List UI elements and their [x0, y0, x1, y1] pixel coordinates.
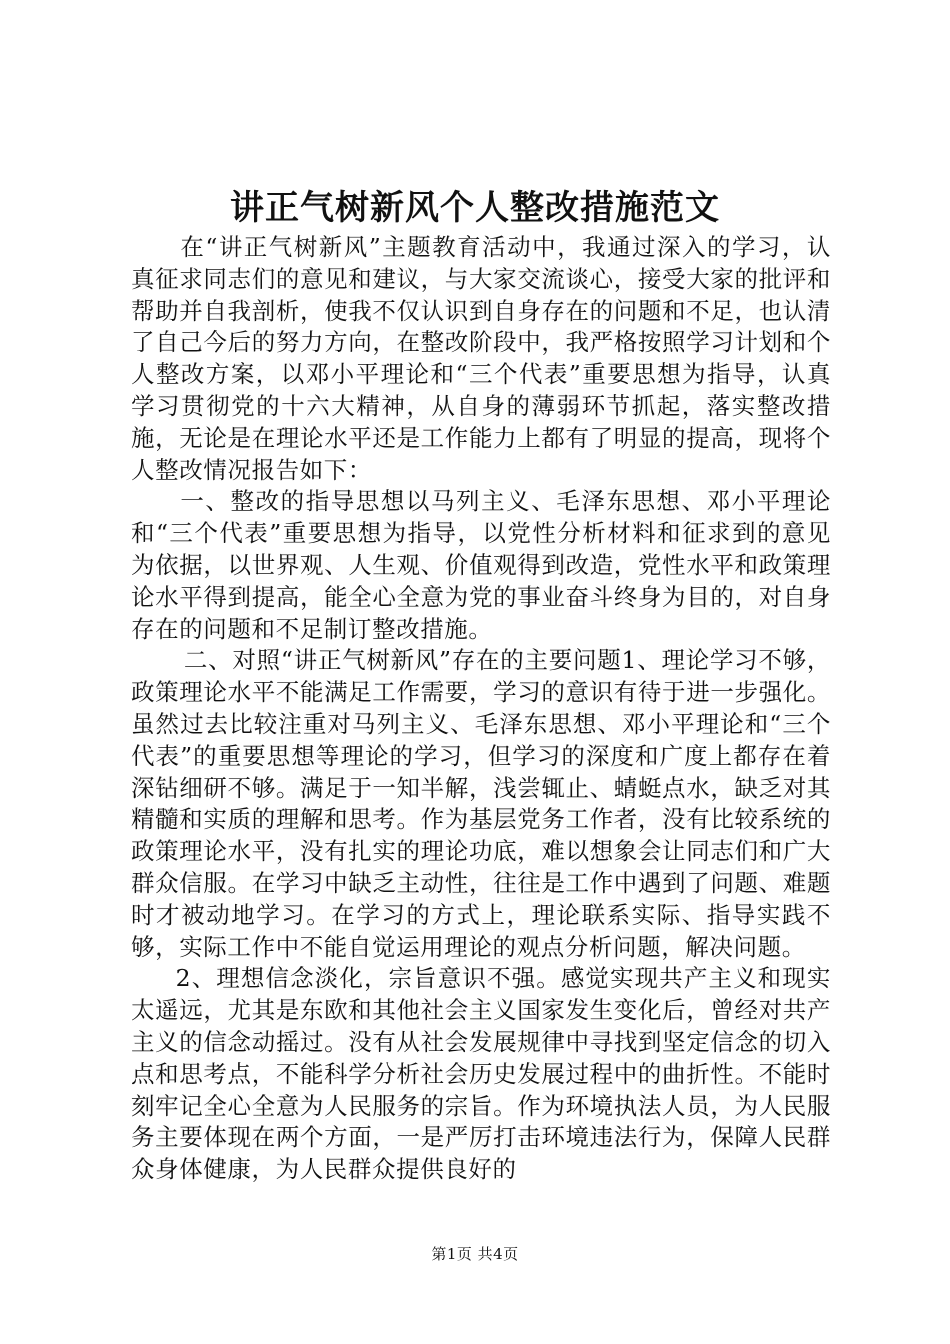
paragraph-section-one: 一、整改的指导思想以马列主义、毛泽东思想、邓小平理论和“三个代表”重要思想为指导，以党性分析材料和征求到的意见为依据，以世界观、人生观、价值观得到改造，党性水平和政策理论水平得到提高，能全心全意为党的事业奋斗终身为目的，对自身存在的问题和不足制订整改措施。 — [131, 487, 831, 643]
document-title: 讲正气树新风个人整改措施范文 — [230, 188, 720, 228]
page-number-footer: 第1页 共4页 — [431, 1245, 519, 1263]
paragraph-section-two: 二、对照“讲正气树新风”存在的主要问题1、理论学习不够，政策理论水平不能满足工作需要，学习的意识有待于进一步强化。虽然过去比较注重对马列主义、毛泽东思想、邓小平理论和“三个代表”的重要思想等理论的学习，但学习的深度和广度上都存在着深钻细研不够。满足于一知半解，浅尝辄止、蜻蜓点水，缺乏对其精髓和实质的理解和思考。作为基层党务工作者，没有比较系统的政策理论水平，没有扎实的理论功底，难以想象会让同志们和广大群众信服。在学习中缺乏主动性，往往是工作中遇到了问题、难题时才被动地学习。在学习的方式上，理论联系实际、指导实践不够，实际工作中不能自觉运用理论的观点分析问题，解决问题。 — [131, 646, 831, 961]
paragraph-intro: 在“讲正气树新风”主题教育活动中，我通过深入的学习，认真征求同志们的意见和建议，与大家交流谈心，接受大家的批评和帮助并自我剖析，使我不仅认识到自身存在的问题和不足，也认清了自己今后的努力方向，在整改阶段中，我严格按照学习计划和个人整改方案，以邓小平理论和“三个代表”重要思想为指导，认真学习贯彻党的十六大精神，从自身的薄弱环节抓起，落实整改措施，无论是在理论水平还是工作能力上都有了明显的提高，现将个人整改情况报告如下： — [131, 233, 831, 484]
paragraph-item-two: 2、理想信念淡化，宗旨意识不强。感觉实现共产主义和现实太遥远，尤其是东欧和其他社会主义国家发生变化后，曾经对共产主义的信念动摇过。没有从社会发展规律中寻找到坚定信念的切入点和思考点，不能科学分析社会历史发展过程中的曲折性。不能时刻牢记全心全意为人民服务的宗旨。作为环境执法人员，为人民服务主要体现在两个方面，一是严厉打击环境违法行为，保障人民群众身体健康，为人民群众提供良好的 — [131, 964, 831, 1184]
document-body — [131, 232, 831, 1186]
